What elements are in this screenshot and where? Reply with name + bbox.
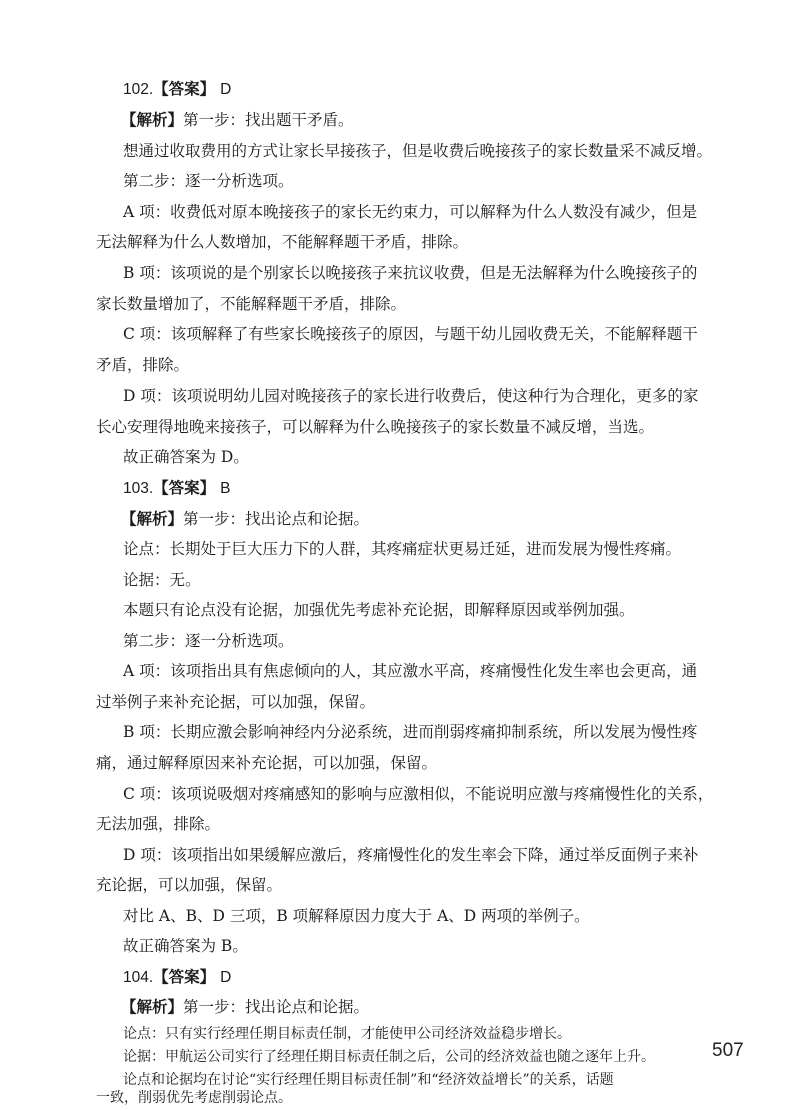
answer-tag: 【答案】: [153, 79, 216, 98]
option-b-analysis: B 项：长期应激会影响神经内分泌系统，进而削弱疼痛抑制系统，所以发展为慢性疼: [123, 723, 698, 741]
paragraph-cont: 一致，削弱优先考虑削弱论点。: [96, 1090, 292, 1106]
paragraph: 论点和论据均在讨论“实行经理任期目标责任制”和“经济效益增长”的关系，话题: [123, 1072, 614, 1088]
answer-value: B: [220, 480, 231, 497]
analysis-step: 第二步：逐一分析选项。: [123, 172, 294, 190]
question-number: 102.: [123, 81, 154, 98]
q102-answer-line: [123, 79, 231, 100]
q104-answer-line: [123, 967, 231, 988]
option-b-analysis-cont: 家长数量增加了，不能解释题干矛盾，排除。: [96, 295, 407, 313]
conclusion: 故正确答案为 D。: [123, 448, 249, 466]
paragraph: 本题只有论点没有论据，加强优先考虑补充论据，即解释原因或举例加强。: [123, 601, 635, 619]
answer-value: D: [220, 969, 232, 986]
option-d-analysis-cont: 长心安理得地晚来接孩子，可以解释为什么晚接孩子的家长数量不减反增，当选。: [96, 418, 655, 436]
q104-analysis-line: [121, 997, 369, 1017]
claim: 论点：长期处于巨大压力下的人群，其疼痛症状更易迁延，进而发展为慢性疼痛。: [123, 540, 682, 558]
analysis-step: 第一步：找出论点和论据。: [183, 510, 370, 528]
claim: 论点：只有实行经理任期目标责任制，才能使甲公司经济效益稳步增长。: [123, 1026, 571, 1042]
option-d-analysis: D 项：该项说明幼儿园对晚接孩子的家长进行收费后，使这种行为合理化，更多的家: [123, 387, 699, 405]
option-a-analysis-cont: 过举例子来补充论据，可以加强，保留。: [96, 693, 376, 711]
option-c-analysis-cont: 无法加强，排除。: [96, 815, 221, 833]
evidence: 论据：无。: [123, 571, 201, 589]
q103-answer-line: [123, 478, 230, 499]
option-a-analysis-cont: 无法解释为什么人数增加，不能解释题干矛盾，排除。: [96, 233, 469, 251]
option-b-analysis-cont: 痛，通过解释原因来补充论据，可以加强，保留。: [96, 754, 438, 772]
question-number: 104.: [123, 969, 154, 986]
option-c-analysis-cont: 矛盾，排除。: [96, 356, 190, 374]
option-a-analysis: A 项：收费低对原本晚接孩子的家长无约束力，可以解释为什么人数没有减少，但是: [123, 203, 698, 221]
comparison: 对比 A、B、D 三项，B 项解释原因力度大于 A、D 两项的举例子。: [123, 907, 590, 925]
option-c-analysis: C 项：该项说吸烟对疼痛感知的影响与应激相似，不能说明应激与疼痛慢性化的关系，: [123, 785, 714, 803]
option-c-analysis: C 项：该项解释了有些家长晚接孩子的原因，与题干幼儿园收费无关，不能解释题干: [123, 325, 698, 343]
answer-value: D: [220, 81, 232, 98]
option-d-analysis-cont: 充论据，可以加强，保留。: [96, 876, 283, 894]
option-d-analysis: D 项：该项指出如果缓解应激后，疼痛慢性化的发生率会下降，通过举反面例子来补: [123, 846, 699, 864]
option-a-analysis: A 项：该项指出具有焦虑倾向的人，其应激水平高，疼痛慢性化发生率也会更高，通: [123, 662, 698, 680]
analysis-tag: 【解析】: [121, 997, 184, 1016]
analysis-tag: 【解析】: [121, 110, 184, 129]
question-number: 103.: [123, 480, 154, 497]
analysis-step: 第一步：找出论点和论据。: [183, 998, 370, 1016]
answer-tag: 【答案】: [153, 967, 216, 986]
option-b-analysis: B 项：该项说的是个别家长以晚接孩子来抗议收费，但是无法解释为什么晚接孩子的: [123, 264, 698, 282]
answer-tag: 【答案】: [153, 478, 216, 497]
evidence: 论据：甲航运公司实行了经理任期目标责任制之后，公司的经济效益也随之逐年上升。: [123, 1049, 655, 1065]
analysis-step: 第一步：找出题干矛盾。: [183, 111, 354, 129]
analysis-step: 第二步：逐一分析选项。: [123, 632, 294, 650]
paragraph: 想通过收取费用的方式让家长早接孩子，但是收费后晚接孩子的家长数量采不减反增。: [123, 142, 713, 160]
conclusion: 故正确答案为 B。: [123, 937, 248, 955]
q102-analysis-line: [121, 110, 354, 130]
q103-analysis-line: [121, 509, 369, 529]
analysis-tag: 【解析】: [121, 509, 184, 528]
page-number: 507: [712, 1040, 744, 1061]
